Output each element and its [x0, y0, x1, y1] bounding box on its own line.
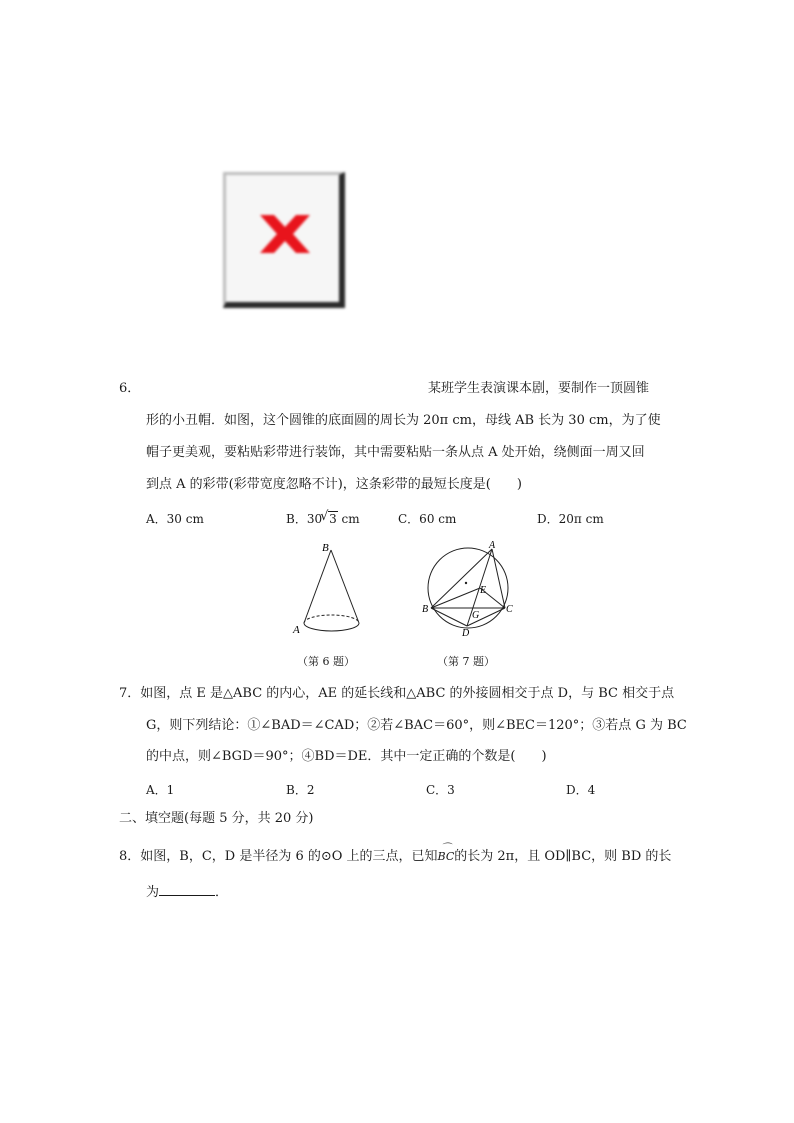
- q6-option-b-suffix: cm: [337, 512, 360, 526]
- q6-option-b-prefix: B．30: [286, 512, 323, 526]
- fig6-caption: （第 6 题）: [297, 655, 355, 668]
- q7-line1: 7．如图，点 E 是△ABC 的内心，AE 的延长线和△ABC 的外接圆相交于点 D，与 BC 相交于点: [119, 686, 675, 701]
- q6-line4: 到点 A 的彩带(彩带宽度忽略不计)，这条彩带的最短长度是( ): [146, 477, 522, 492]
- fig6-label-b: B: [322, 542, 329, 554]
- fig7-label-c: C: [506, 604, 513, 615]
- sqrt-sign: √ 3: [320, 509, 337, 526]
- figure-7-circle: [420, 540, 520, 640]
- q6-option-b-radicand: 3: [329, 512, 337, 526]
- q8-answer-blank: [159, 881, 215, 896]
- fig7-label-g: G: [472, 610, 480, 621]
- q8-line2: [146, 881, 228, 904]
- q6-line1: 某班学生表演课本剧，要制作一顶圆锥: [428, 381, 650, 396]
- q8-line2-end: ．: [215, 885, 229, 900]
- q7-option-c: C．3: [426, 783, 455, 797]
- fig7-label-a: A: [489, 540, 496, 551]
- q7-line3: 的中点，则∠BGD＝90°；④BD＝DE．其中一定正确的个数是( ): [146, 749, 547, 764]
- q6-option-a: A．30 cm: [146, 512, 204, 526]
- q7-option-d: D．4: [566, 783, 596, 797]
- q8-line2-text: 为: [146, 885, 160, 900]
- broken-image-x-icon: [256, 211, 314, 257]
- section-2-heading: 二、填空题(每题 5 分，共 20 分): [119, 811, 314, 826]
- q7-option-a: A．1: [146, 783, 175, 797]
- q6-option-c: C．60 cm: [398, 512, 457, 526]
- fig7-label-e: E: [480, 585, 487, 596]
- q8-line1-b: 的长为 2π，且 OD∥BC，则 BD 的长: [454, 849, 672, 864]
- broken-image: [223, 172, 345, 308]
- fig6-label-a: A: [293, 624, 300, 636]
- figure-6-cone: [285, 538, 375, 644]
- q6-number: 6．: [119, 381, 141, 396]
- fig7-label-b: B: [422, 604, 429, 615]
- q6-option-d: D．20π cm: [537, 512, 604, 526]
- fig7-caption: （第 7 题）: [437, 655, 495, 668]
- q8-line1: [119, 846, 671, 868]
- q6-line3: 帽子更美观，要粘贴彩带进行装饰，其中需要粘贴一条从点 A 处开始，绕侧面一周又回: [146, 445, 645, 460]
- q7-line2: G，则下列结论：①∠BAD＝∠CAD；②若∠BAC＝60°，则∠BEC＝120°；③若点 G 为 BC: [146, 718, 687, 733]
- q8-arc-label: ⌒ BC: [438, 846, 455, 868]
- q7-option-b: B．2: [286, 783, 315, 797]
- fig7-label-d: D: [462, 628, 470, 639]
- q6-line2: 形的小丑帽．如图，这个圆锥的底面圆的周长为 20π cm，母线 AB 长为 30 cm，为了使: [146, 413, 661, 428]
- q8-line1-a: 8．如图，B，C，D 是半径为 6 的⊙O 上的三点，已知: [119, 849, 438, 864]
- q6-option-b: [286, 510, 360, 527]
